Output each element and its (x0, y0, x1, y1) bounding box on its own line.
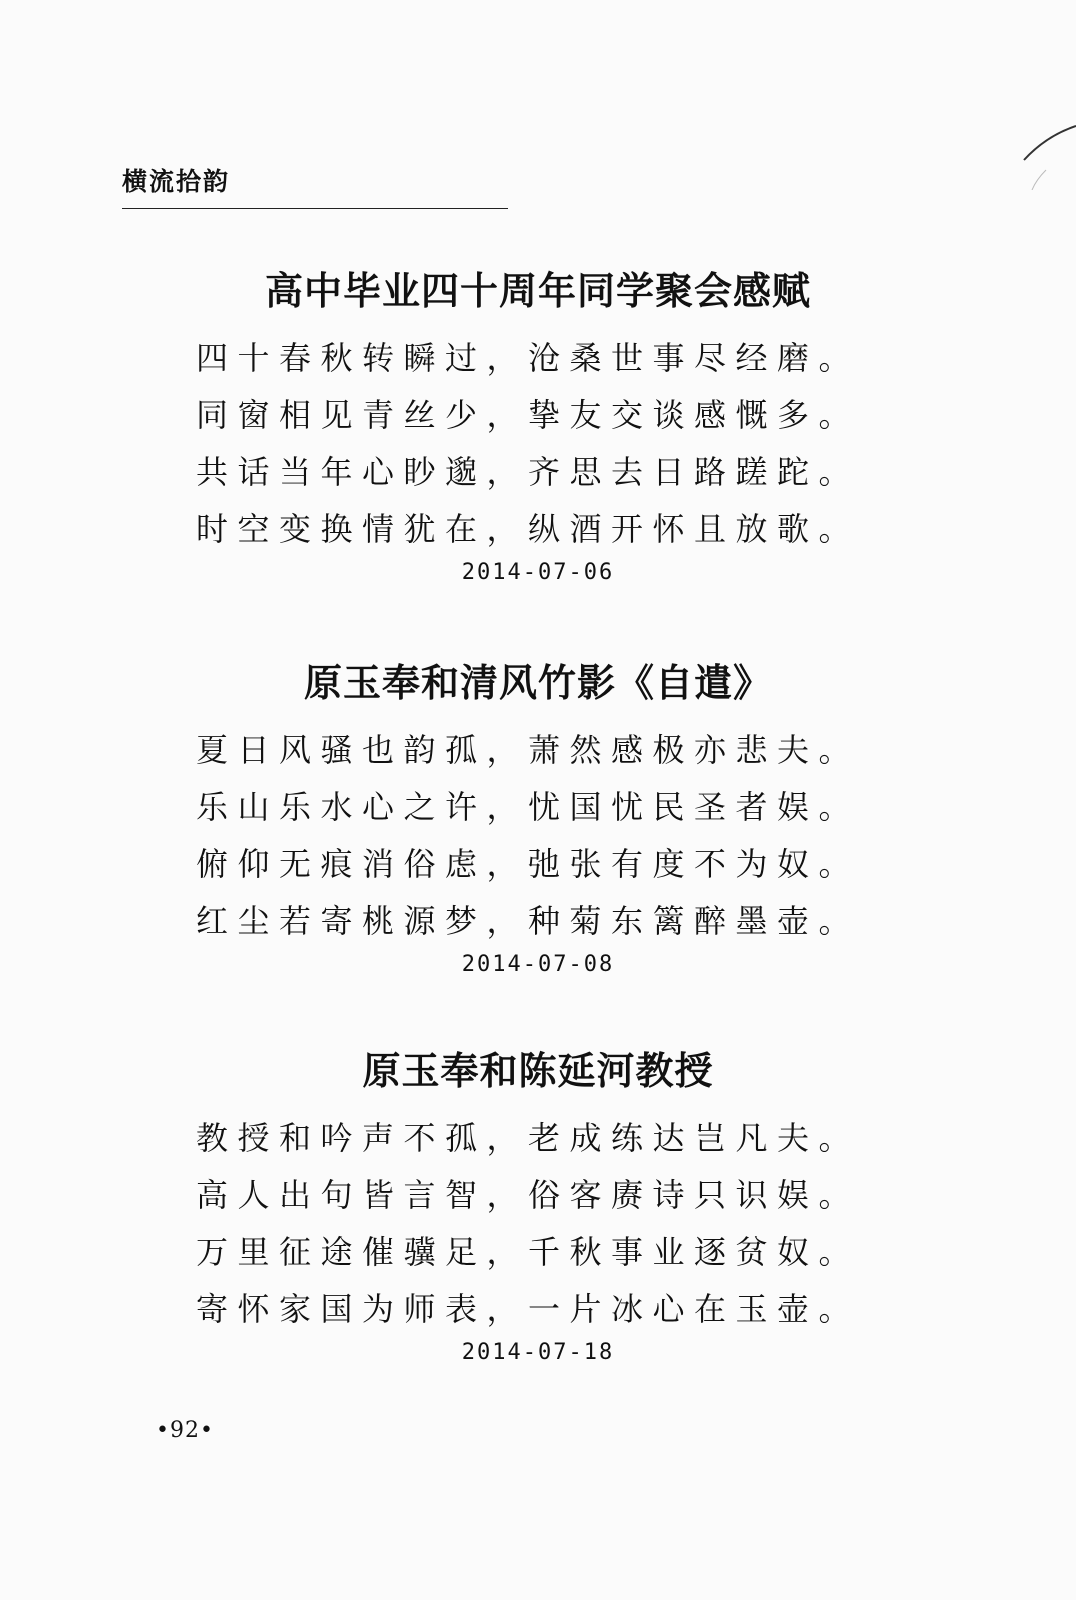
page-number: •92• (156, 1418, 214, 1443)
poem-line: 同窗相见青丝少，挚友交谈感慨多。 (196, 396, 861, 434)
scan-corner-mark (1006, 120, 1076, 190)
poem-2 (0, 658, 1076, 980)
poem-date: 2014-07-18 (461, 1340, 615, 1365)
poem-date: 2014-07-06 (461, 560, 615, 585)
running-header (122, 164, 508, 209)
poem-body (196, 1110, 1076, 1338)
poem-title: 原玉奉和清风竹影《自遣》 (303, 661, 772, 705)
poem-title: 原玉奉和陈延河教授 (362, 1049, 714, 1093)
poem-3 (0, 1046, 1076, 1368)
poem-body (196, 330, 1076, 558)
poem-1 (0, 266, 1076, 588)
poem-line: 乐山乐水心之许，忧国忧民圣者娱。 (196, 788, 861, 826)
poem-line: 红尘若寄桃源梦，种菊东篱醉墨壶。 (196, 902, 861, 940)
poem-line: 寄怀家国为师表，一片冰心在玉壶。 (196, 1290, 861, 1328)
book-title: 横流拾韵 (122, 167, 231, 196)
poem-line: 时空变换情犹在，纵酒开怀且放歌。 (196, 510, 861, 548)
poem-date: 2014-07-08 (461, 952, 615, 977)
poem-line: 四十春秋转瞬过，沧桑世事尽经磨。 (196, 339, 861, 377)
poem-line: 教授和吟声不孤，老成练达岂凡夫。 (196, 1119, 861, 1157)
poem-line: 共话当年心眇邈，齐思去日路蹉跎。 (196, 453, 861, 491)
poem-line: 万里征途催骥足，千秋事业逐贫奴。 (196, 1233, 861, 1271)
poem-title: 高中毕业四十周年同学聚会感赋 (264, 269, 811, 313)
poem-line: 俯仰无痕消俗虑，弛张有度不为奴。 (196, 845, 861, 883)
poem-line: 高人出句皆言智，俗客赓诗只识娱。 (196, 1176, 861, 1214)
poem-body (196, 722, 1076, 950)
poem-line: 夏日风骚也韵孤，萧然感极亦悲夫。 (196, 731, 861, 769)
